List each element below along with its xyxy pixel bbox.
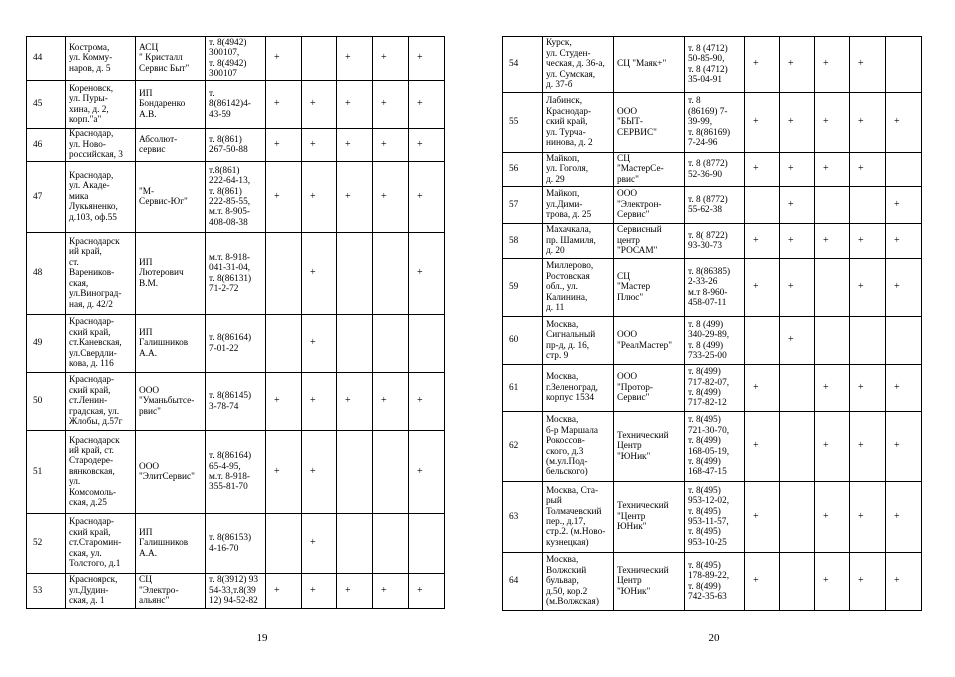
table-row (503, 187, 922, 224)
table-row (503, 93, 922, 153)
support-mark: + (302, 129, 337, 162)
support-mark: + (850, 93, 886, 153)
table-row (503, 482, 922, 553)
support-mark: + (409, 574, 445, 609)
table-row (503, 365, 922, 412)
support-mark (815, 259, 850, 317)
support-mark: + (745, 259, 780, 317)
service-center-name: СЦ "МастерСе- рвис" (614, 153, 685, 187)
phone-cell: т. 8(86164) 7-01-22 (206, 315, 266, 373)
row-number: 59 (503, 259, 543, 317)
table-row (27, 514, 445, 574)
support-mark (409, 315, 445, 373)
support-mark: + (373, 574, 409, 609)
support-mark: + (302, 373, 337, 431)
address-cell: Краснодар, ул. Акаде- мика Лукьяненко, д.103, оф.55 (66, 162, 136, 233)
row-number: 57 (503, 187, 543, 224)
support-mark: + (302, 162, 337, 233)
right-page (502, 36, 921, 611)
support-mark (780, 482, 815, 553)
support-mark: + (337, 37, 373, 81)
support-mark: + (266, 431, 302, 514)
support-mark: + (850, 482, 886, 553)
support-mark: + (886, 412, 922, 482)
support-mark: + (409, 129, 445, 162)
support-mark: + (302, 574, 337, 609)
support-mark (337, 514, 373, 574)
support-mark: + (886, 553, 922, 611)
row-number: 55 (503, 93, 543, 153)
phone-cell: т. 8 (8772) 52-36-90 (685, 153, 745, 187)
phone-cell: т. 8 (4712) 50-85-90, т. 8 (4712) 35-04-91 (685, 37, 745, 93)
support-mark: + (745, 412, 780, 482)
support-mark: + (337, 373, 373, 431)
support-mark: + (302, 431, 337, 514)
phone-cell: м.т. 8-918- 041-31-04, т. 8(86131) 71-2-72 (206, 233, 266, 315)
row-number: 54 (503, 37, 543, 93)
service-center-table-right (502, 36, 922, 611)
address-cell: Махачкала, пр. Шамиля, д. 20 (543, 224, 614, 259)
service-center-name: СЦ "Электро- альянс" (136, 574, 206, 609)
phone-cell: т. 8 (499) 340-29-89, т. 8 (499) 733-25-00 (685, 317, 745, 365)
table-row (27, 373, 445, 431)
row-number: 53 (27, 574, 66, 609)
support-mark: + (337, 129, 373, 162)
support-mark: + (780, 37, 815, 93)
support-mark: + (780, 187, 815, 224)
table-row (27, 81, 445, 129)
phone-cell: т. 8(86145) 3-78-74 (206, 373, 266, 431)
support-mark (886, 153, 922, 187)
support-mark: + (337, 81, 373, 129)
support-mark: + (337, 574, 373, 609)
phone-cell: т. 8(86142)4- 43-59 (206, 81, 266, 129)
address-cell: Майкоп, ул. Гоголя, д. 29 (543, 153, 614, 187)
address-cell: Краснодарск ий край, ст. Вареников- ская, ул.Виноград- ная, д. 42/2 (66, 233, 136, 315)
support-mark (373, 514, 409, 574)
support-mark: + (886, 482, 922, 553)
support-mark: + (886, 259, 922, 317)
row-number: 64 (503, 553, 543, 611)
support-mark: + (886, 365, 922, 412)
support-mark (850, 187, 886, 224)
support-mark: + (886, 93, 922, 153)
support-mark (337, 233, 373, 315)
support-mark (745, 187, 780, 224)
support-mark: + (302, 514, 337, 574)
service-center-name: ООО "БЫТ- СЕРВИС" (614, 93, 685, 153)
support-mark: + (266, 373, 302, 431)
support-mark (780, 412, 815, 482)
table-row (503, 153, 922, 187)
support-mark: + (815, 93, 850, 153)
address-cell: Краснодарск ий край, ст. Стародере- вянковская, ул. Комсомоль- ская, д.25 (66, 431, 136, 514)
table-row (503, 259, 922, 317)
service-center-name: ООО "РеалМастер" (614, 317, 685, 365)
row-number: 58 (503, 224, 543, 259)
support-mark: + (886, 224, 922, 259)
support-mark: + (780, 317, 815, 365)
support-mark: + (302, 315, 337, 373)
phone-cell: т. 8( 8722) 93-30-73 (685, 224, 745, 259)
phone-cell: т. 8(495) 721-30-70, т. 8(499) 168-05-19, т. 8(499) 168-47-15 (685, 412, 745, 482)
support-mark: + (745, 365, 780, 412)
address-cell: Краснодар- ский край, ст.Ленин- градская, ул. Жлобы, д.57г (66, 373, 136, 431)
service-center-name: Сервисный центр "РОСАМ" (614, 224, 685, 259)
row-number: 44 (27, 37, 66, 81)
phone-cell: т.8(861) 222-64-13, т. 8(861) 222-85-55, м.т. 8-905- 408-08-38 (206, 162, 266, 233)
page-number-right: 20 (708, 632, 720, 644)
support-mark: + (409, 162, 445, 233)
support-mark (373, 431, 409, 514)
phone-cell: т. 8(86153) 4-16-70 (206, 514, 266, 574)
support-mark: + (266, 81, 302, 129)
support-mark: + (815, 482, 850, 553)
support-mark: + (373, 162, 409, 233)
address-cell: Курск, ул. Студен- ческая, д. 36-а, ул. Сумская, д. 37-б (543, 37, 614, 93)
support-mark: + (815, 412, 850, 482)
address-cell: Лабинск, Краснодар- ский край, ул. Турча- нинова, д. 2 (543, 93, 614, 153)
row-number: 52 (27, 514, 66, 574)
support-mark (302, 37, 337, 81)
address-cell: Москва, Ста- рый Толмачевский пер., д.17, стр.2. (м.Ново- кузнецкая) (543, 482, 614, 553)
support-mark: + (850, 153, 886, 187)
row-number: 62 (503, 412, 543, 482)
phone-cell: т. 8(495) 953-12-02, т. 8(495) 953-11-57, т. 8(495) 953-10-25 (685, 482, 745, 553)
address-cell: Миллерово, Ростовская обл., ул. Калинина, д. 11 (543, 259, 614, 317)
row-number: 45 (27, 81, 66, 129)
address-cell: Краснодар- ский край, ст.Старомин- ская, ул. Толстого, д.1 (66, 514, 136, 574)
row-number: 48 (27, 233, 66, 315)
table-row (27, 431, 445, 514)
support-mark: + (409, 233, 445, 315)
table-row (503, 224, 922, 259)
address-cell: Москва, Сигнальный пр-д, д. 16, стр. 9 (543, 317, 614, 365)
support-mark (337, 315, 373, 373)
address-cell: Майкоп, ул.Дими- трова, д. 25 (543, 187, 614, 224)
support-mark: + (409, 37, 445, 81)
support-mark (266, 514, 302, 574)
row-number: 61 (503, 365, 543, 412)
service-center-name: Технический Центр "ЮНик" (614, 553, 685, 611)
table-row (503, 37, 922, 93)
support-mark: + (373, 81, 409, 129)
left-page (26, 36, 444, 609)
address-cell: Красноярск, ул.Дудин- ская, д. 1 (66, 574, 136, 609)
row-number: 46 (27, 129, 66, 162)
service-center-name: Технический Центр "ЮНик" (614, 412, 685, 482)
phone-cell: т. 8(4942) 300107, т. 8(4942) 300107 (206, 37, 266, 81)
support-mark (373, 315, 409, 373)
table-row (503, 553, 922, 611)
support-mark: + (780, 259, 815, 317)
support-mark: + (373, 37, 409, 81)
support-mark (409, 514, 445, 574)
page-number-left: 19 (256, 632, 268, 644)
service-center-name: ООО "ЭлитСервис" (136, 431, 206, 514)
support-mark (815, 317, 850, 365)
support-mark (266, 233, 302, 315)
address-cell: Кореновск, ул. Пуры- хина, д. 2, корп."а" (66, 81, 136, 129)
row-number: 56 (503, 153, 543, 187)
table-row (503, 317, 922, 365)
support-mark: + (409, 81, 445, 129)
address-cell: Краснодар- ский край, ст.Каневская, ул.Свердли- кова, д. 116 (66, 315, 136, 373)
service-center-table-left (26, 36, 445, 609)
support-mark: + (745, 93, 780, 153)
phone-cell: т. 8 (8772) 55-62-38 (685, 187, 745, 224)
support-mark (850, 317, 886, 365)
support-mark: + (745, 153, 780, 187)
support-mark: + (815, 37, 850, 93)
address-cell: Краснодар, ул. Ново- российская, 3 (66, 129, 136, 162)
service-center-name: Абсолют- сервис (136, 129, 206, 162)
support-mark: + (373, 129, 409, 162)
support-mark (780, 365, 815, 412)
support-mark: + (266, 37, 302, 81)
support-mark: + (780, 93, 815, 153)
address-cell: Москва, б-р Маршала Рокоссов- ского, д.3 (м.ул.Под- бельского) (543, 412, 614, 482)
service-center-name: СЦ "Маяк+" (614, 37, 685, 93)
support-mark: + (815, 153, 850, 187)
address-cell: Кострома, ул. Комму- наров, д. 5 (66, 37, 136, 81)
phone-cell: т. 8(861) 267-50-88 (206, 129, 266, 162)
support-mark: + (302, 81, 337, 129)
row-number: 51 (27, 431, 66, 514)
support-mark: + (850, 553, 886, 611)
support-mark (886, 37, 922, 93)
support-mark (745, 317, 780, 365)
support-mark: + (337, 162, 373, 233)
service-center-name: "М- Сервис-Юг" (136, 162, 206, 233)
table-row (27, 162, 445, 233)
row-number: 60 (503, 317, 543, 365)
phone-cell: т. 8(86385) 2-33-26 м.т 8-960- 458-07-11 (685, 259, 745, 317)
table-row (27, 233, 445, 315)
support-mark: + (266, 574, 302, 609)
support-mark: + (780, 224, 815, 259)
support-mark: + (266, 129, 302, 162)
support-mark: + (409, 373, 445, 431)
service-center-name: ООО "Электрон- Сервис" (614, 187, 685, 224)
phone-cell: т. 8(495) 178-89-22, т. 8(499) 742-35-63 (685, 553, 745, 611)
service-center-name: АСЦ " Кристалл Сервис Быт" (136, 37, 206, 81)
support-mark (886, 317, 922, 365)
phone-cell: т. 8(499) 717-82-07, т. 8(499) 717-82-12 (685, 365, 745, 412)
support-mark: + (815, 365, 850, 412)
support-mark: + (266, 162, 302, 233)
service-center-name: ИП Лютерович В.М. (136, 233, 206, 315)
support-mark (815, 187, 850, 224)
support-mark: + (850, 365, 886, 412)
table-row (27, 37, 445, 81)
table-row (503, 412, 922, 482)
support-mark: + (409, 431, 445, 514)
support-mark: + (850, 412, 886, 482)
phone-cell: т. 8 (86169) 7- 39-99, т. 8(86169) 7-24-96 (685, 93, 745, 153)
table-row (27, 574, 445, 609)
support-mark: + (815, 224, 850, 259)
service-center-name: ООО "Протор- Сервис" (614, 365, 685, 412)
support-mark (337, 431, 373, 514)
support-mark (780, 553, 815, 611)
service-center-name: ООО "Уманьбытсе- рвис" (136, 373, 206, 431)
support-mark: + (850, 259, 886, 317)
service-center-name: ИП Галишников А.А. (136, 514, 206, 574)
support-mark: + (373, 373, 409, 431)
service-center-name: ИП Галишников А.А. (136, 315, 206, 373)
address-cell: Москва, Волжский бульвар, д.50, кор.2 (м.Волжская) (543, 553, 614, 611)
phone-cell: т. 8(3912) 93 54-33,т.8(39 12) 94-52-82 (206, 574, 266, 609)
address-cell: Москва, г.Зеленоград, корпус 1534 (543, 365, 614, 412)
support-mark: + (886, 187, 922, 224)
table-row (27, 129, 445, 162)
service-center-name: СЦ "Мастер Плюс" (614, 259, 685, 317)
support-mark: + (815, 553, 850, 611)
support-mark: + (745, 553, 780, 611)
row-number: 47 (27, 162, 66, 233)
row-number: 63 (503, 482, 543, 553)
support-mark: + (745, 482, 780, 553)
row-number: 50 (27, 373, 66, 431)
service-center-name: ИП Бондаренко А.В. (136, 81, 206, 129)
phone-cell: т. 8(86164) 65-4-95, м.т. 8-918- 355-81-70 (206, 431, 266, 514)
row-number: 49 (27, 315, 66, 373)
service-center-name: Технический "Центр ЮНик" (614, 482, 685, 553)
support-mark: + (302, 233, 337, 315)
support-mark: + (745, 37, 780, 93)
support-mark: + (780, 153, 815, 187)
support-mark: + (745, 224, 780, 259)
support-mark (266, 315, 302, 373)
support-mark: + (850, 224, 886, 259)
table-row (27, 315, 445, 373)
support-mark: + (850, 37, 886, 93)
support-mark (373, 233, 409, 315)
